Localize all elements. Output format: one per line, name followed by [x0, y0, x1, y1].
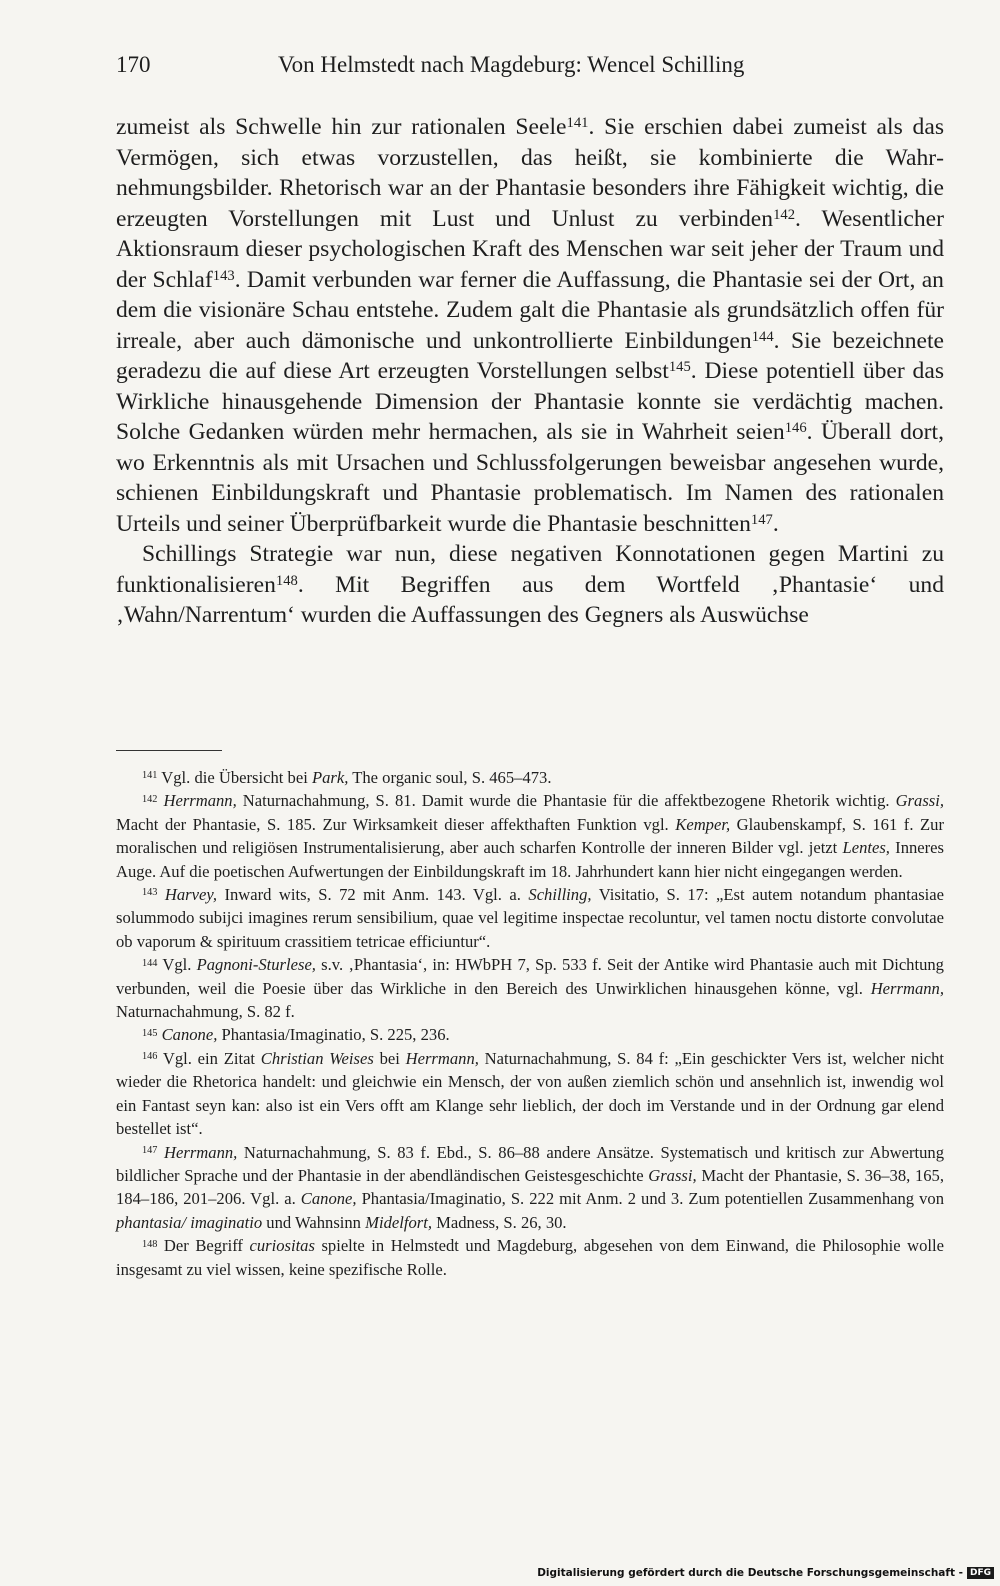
text-run: Glaubenskampf, S. 161 f. Zur moralischen und religiösen Instrumentalisierung, aber auch scharfen Kontrolle der inneren Bilder vgl. jetzt [116, 814, 944, 858]
text-run: . [772, 510, 779, 537]
main-text [116, 112, 944, 631]
page-header [116, 52, 786, 86]
footnote-ref: 148 [275, 572, 298, 589]
footnote-number: 143 [142, 887, 158, 899]
footnote-141 [116, 766, 944, 789]
emphasized-term: curiositas [249, 1236, 315, 1256]
author-name: Grassi, [648, 1165, 697, 1185]
footnote-number: 147 [142, 1144, 158, 1156]
footnote-ref: 145 [668, 359, 691, 376]
footnote-number: 144 [142, 957, 158, 969]
dfg-logo: DFG [967, 1567, 994, 1579]
text-run: Inward wits, S. 72 mit Anm. 143. Vgl. a. [216, 885, 529, 905]
footnote-144 [116, 953, 944, 1023]
author-name: Herrmann, [870, 978, 944, 998]
text-run: Phantasia/Imaginatio, S. 222 mit Anm. 2 und 3. Zum potentiellen Zusammenhang von [356, 1189, 944, 1209]
text-run: Macht der Phantasie, S. 36–38, 165, 184–186, 201–206. Vgl. a. [116, 1165, 945, 1209]
text-run: . Sie erschien dabei zumeist als das Vermögen, sich etwas vorzustellen, das heißt, sie kombinierte die Wahrnehmungsbilder. Rhetorisch war an der Phantasie besonders ihre Fähigkeit wichtig, die erzeugten Vorstellungen mit Lust und Unlust zu verbinden [116, 114, 944, 232]
text-run: . Damit verbunden war ferner die Auffassung, die Phantasie sei der Ort, an dem die visionäre Schau entstehe. Zudem galt die Phantasie als grundsätzlich offen für irreale, aber auch dämonische und unkontrollierte Einbildungen [116, 266, 944, 354]
text-run: spielte in Helmstedt und Magdeburg, abgesehen von dem Einwand, die Philosophie wolle insgesamt zu viel wissen, keine spezifische Rolle. [116, 1236, 944, 1279]
funding-note: Digitalisierung gefördert durch die Deutsche Forschungsgemeinschaft - [537, 1567, 963, 1579]
footnote-146 [116, 1047, 944, 1141]
paragraph [116, 539, 944, 631]
emphasized-term: phantasia/ imaginatio [116, 1212, 263, 1232]
text-run: s.v. ‚Phantasia‘, in: HWbPH 7, Sp. 533 f. Seit der Antike wird Phantasie auch mit Dichtung verbunden, weil die Poesie über das Wirkliche in den Bereich des Unwirklichen hinausgehen könne, vgl. [116, 955, 944, 998]
author-name: Herrmann, [405, 1048, 479, 1068]
author-name: Herrmann, [164, 1142, 238, 1162]
text-run: Madness, S. 26, 30. [431, 1212, 567, 1232]
footnote-number: 145 [142, 1027, 158, 1039]
footnote-number: 148 [142, 1238, 158, 1250]
text-run: . Mit Begriffen aus dem Wortfeld ‚Phantasie‘ und ‚Wahn/Narrentum‘ wurden die Auffassungen des Gegners als Auswüchse [116, 571, 944, 628]
author-name: Canone, [300, 1189, 357, 1209]
text-run: . Wesentlicher Aktionsraum dieser psychologischen Kraft des Menschen war seit jeher der Traum und der Schlaf [116, 205, 945, 293]
footnote-142 [116, 789, 944, 883]
text-run: The organic soul, S. 465–473. [348, 768, 552, 787]
footnote-ref: 141 [566, 115, 589, 132]
author-name: Harvey, [164, 885, 217, 905]
footnote-147 [116, 1141, 944, 1235]
text-run: Vgl. die Übersicht bei [157, 768, 312, 787]
footnote-number: 141 [142, 770, 158, 782]
text-run: Phantasia/Imaginatio, S. 225, 236. [217, 1025, 450, 1045]
text-run: Vgl. ein Zitat [157, 1048, 261, 1068]
footnote-ref: 142 [773, 206, 795, 223]
text-run: Naturnachahmung, S. 82 f. [116, 1002, 295, 1022]
footnote-ref: 144 [751, 328, 774, 345]
running-title: Von Helmstedt nach Magdeburg: Wencel Schilling [278, 52, 745, 77]
page-number: 170 [116, 52, 151, 77]
text-run: Inneres Auge. Auf die poetischen Aufwertungen der Einbildungskraft im 18. Jahrhundert kann hier nicht eingegangen werden. [116, 838, 944, 881]
author-name: Lentes, [842, 838, 890, 858]
footnote-ref: 146 [784, 420, 807, 437]
author-name: Pagnoni-Sturlese, [196, 955, 316, 975]
text-run: Schillings Strategie war nun, diese negativen Konnotationen gegen Martini zu funktionalisieren [116, 541, 944, 598]
footnote-ref: 143 [212, 267, 235, 284]
text-run: . Diese potentiell über das Wirkliche hinausgehende Dimension der Phantasie konnte sie verdächtig machen. Solche Gedanken würden mehr hermachen, als sie in Wahrheit seien [116, 358, 944, 445]
author-name: Kemper, [675, 814, 731, 834]
author-name: Canone, [161, 1025, 218, 1045]
paragraph [116, 112, 944, 539]
text-run: Macht der Phantasie, S. 185. Zur Wirksamkeit dieser affekthaften Funktion vgl. [116, 814, 676, 834]
footnote-number: 146 [142, 1051, 158, 1063]
footnote-148 [116, 1234, 944, 1281]
text-run: Naturnachahmung, S. 83 f. Ebd., S. 86–88 andere Ansätze. Systematisch und kritisch zur Abwertung bildlicher Sprache und der Phantasie in der abendländischen Geistesgeschichte [116, 1142, 944, 1185]
text-run: Naturnachahmung, S. 84 f: „Ein geschickter Vers ist, welcher nicht wieder die Rhetorica handelt: und gleichwie ein Mensch, der von außen ziemlich schön und ansehnlich ist, inwendig wol ein Fantast seyn kan: also ist ein Vers offt am Klange sehr lieblich, der doch im Verstande und in der Ordnung gar elend bestellet ist“. [116, 1048, 944, 1139]
author-name: Herrmann, [163, 791, 237, 811]
footnote-number: 142 [142, 793, 158, 805]
text-run: . Sie bezeichnete geradezu die auf diese Art erzeugten Vorstellungen selbst [116, 327, 944, 384]
text-run: Naturnachahmung, S. 81. Damit wurde die Phantasie für die affektbezogene Rhetorik wichtig. [236, 791, 896, 811]
text-run: Vgl. [157, 955, 197, 975]
text-run: bei [373, 1048, 406, 1068]
text-run: Visitatio, S. 17: „Est autem notandum phantasiae solummodo subijci imagines rerum sensibilium, quae vel legitime inspectae recoluntur, vel tamen noctu distorte convolutae ob vaporum & spirituum crassitiem tetricae efficiuntur“. [116, 885, 944, 951]
footnote-143 [116, 883, 944, 953]
text-run: und Wahnsinn [262, 1212, 366, 1232]
footnote-145 [116, 1023, 944, 1046]
footnotes [116, 766, 944, 1281]
author-name: Park, [311, 768, 349, 787]
footnote-ref: 147 [750, 511, 773, 528]
footnote-divider [116, 750, 222, 751]
text-run: zumeist als Schwelle hin zur rationalen Seele [116, 114, 567, 140]
author-name: Grassi, [895, 791, 944, 811]
digitization-credit [537, 1564, 994, 1582]
author-name: Schilling, [528, 885, 592, 905]
text-run: . Überall dort, wo Erkenntnis als mit Ursachen und Schlussfolgerungen beweisbar angesehen wurde, schienen Einbildungskraft und Phantasie problematisch. Im Namen des rationalen Urteils und seiner Überprüfbarkeit wurde die Phantasie beschnitten [116, 419, 944, 537]
text-run: Der Begriff [157, 1236, 250, 1256]
author-name: Midelfort, [365, 1212, 432, 1232]
author-name: Christian Weises [260, 1048, 374, 1068]
